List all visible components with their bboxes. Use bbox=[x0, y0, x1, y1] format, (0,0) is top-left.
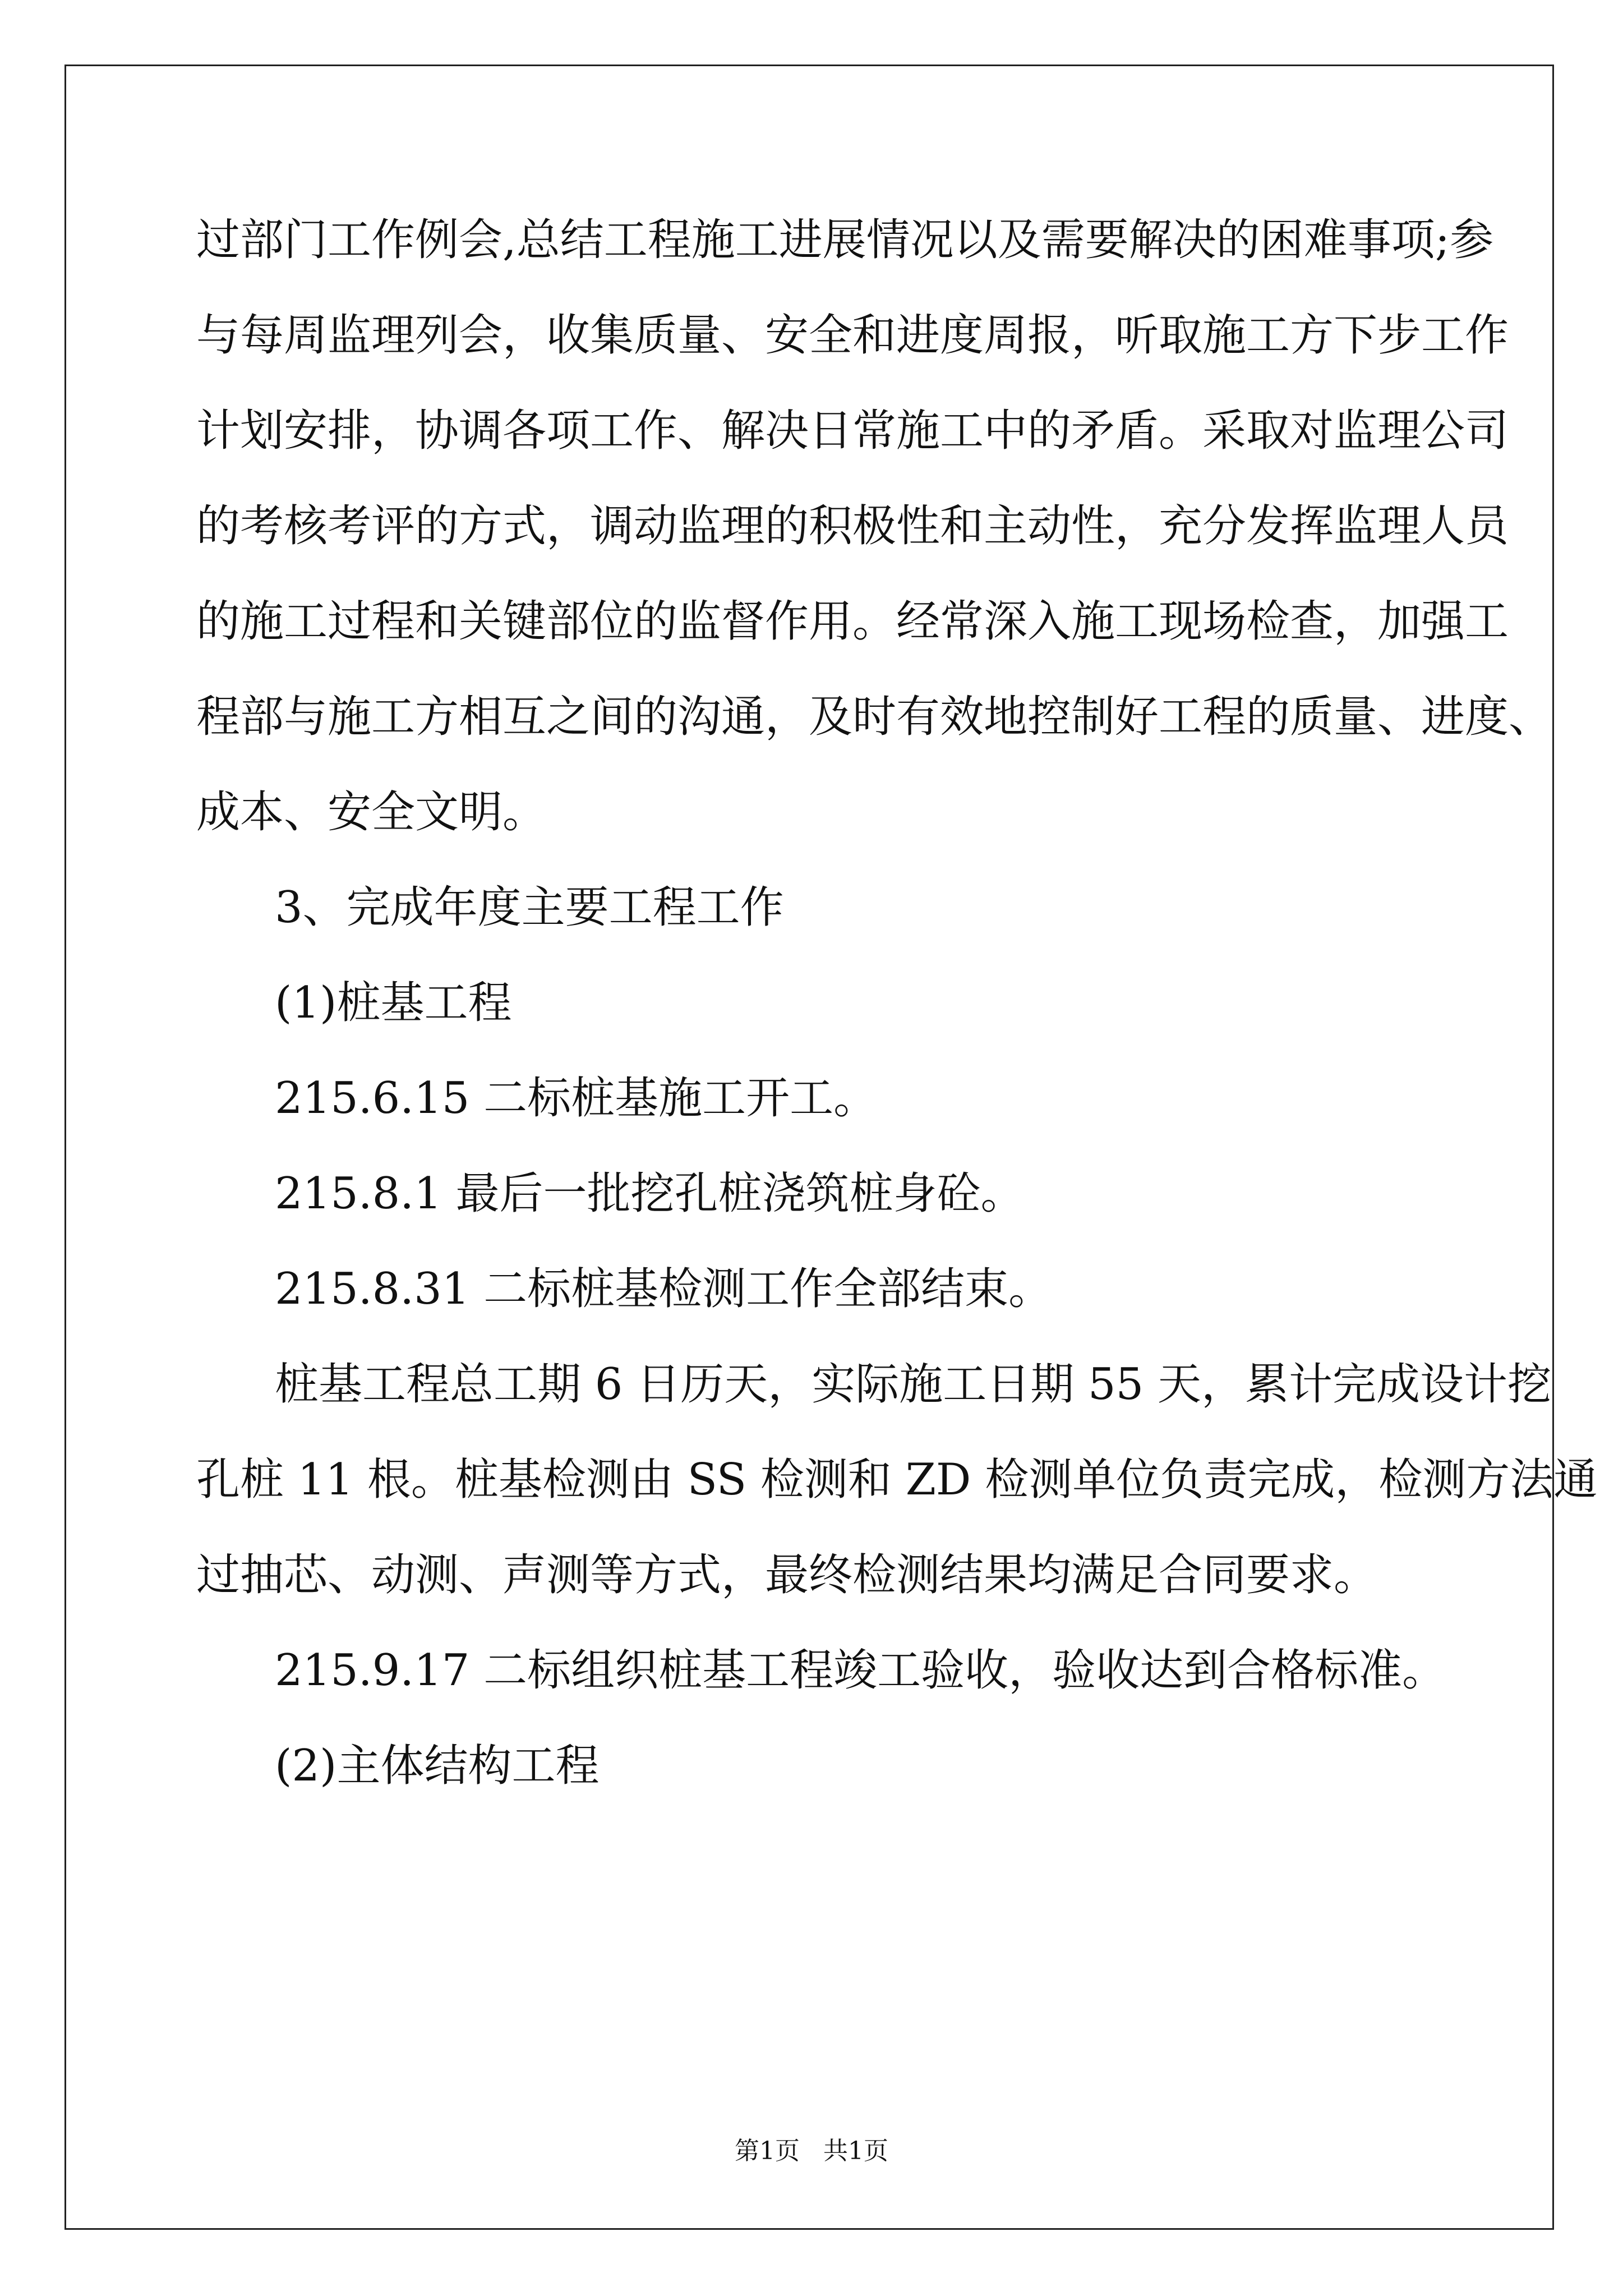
subsection-heading: (1)桩基工程 bbox=[275, 978, 512, 1028]
text-line: 计划安排，协调各项工作、解决日常施工中的矛盾。采取对监理公司 bbox=[196, 406, 1509, 456]
text-line: 过抽芯、动测、声测等方式，最终检测结果均满足合同要求。 bbox=[196, 1550, 1378, 1600]
text-line: 的施工过程和关键部位的监督作用。经常深入施工现场检查，加强工 bbox=[196, 596, 1509, 647]
text-line: 的考核考评的方式，调动监理的积极性和主动性，充分发挥监理人员 bbox=[196, 501, 1509, 551]
page-border bbox=[64, 65, 1554, 2230]
text-line: 程部与施工方相互之间的沟通，及时有效地控制好工程的质量、进度、 bbox=[196, 692, 1553, 742]
text-line: 成本、安全文明。 bbox=[196, 787, 547, 838]
text-line: 与每周监理列会，收集质量、安全和进度周报，听取施工方下步工作 bbox=[196, 310, 1509, 361]
page-footer: 第1页 共1页 bbox=[735, 2137, 888, 2165]
section-heading: 3、完成年度主要工程工作 bbox=[275, 882, 784, 933]
text-line: 215.6.15 二标桩基施工开工。 bbox=[275, 1073, 878, 1124]
text-line: 桩基工程总工期 6 日历天，实际施工日期 55 天，累计完成设计挖 bbox=[275, 1359, 1552, 1410]
text-line: 孔桩 11 根。桩基检测由 SS 检测和 ZD 检测单位负责完成，检测方法通 bbox=[196, 1455, 1598, 1505]
text-line: 215.9.17 二标组织桩基工程竣工验收，验收达到合格标准。 bbox=[275, 1645, 1446, 1696]
text-line: 过部门工作例会,总结工程施工进展情况以及需要解决的困难事项;参 bbox=[196, 215, 1494, 265]
subsection-heading: (2)主体结构工程 bbox=[275, 1741, 600, 1791]
text-line: 215.8.31 二标桩基检测工作全部结束。 bbox=[275, 1264, 1053, 1314]
text-line: 215.8.1 最后一批挖孔桩浇筑桩身砼。 bbox=[275, 1168, 1025, 1219]
